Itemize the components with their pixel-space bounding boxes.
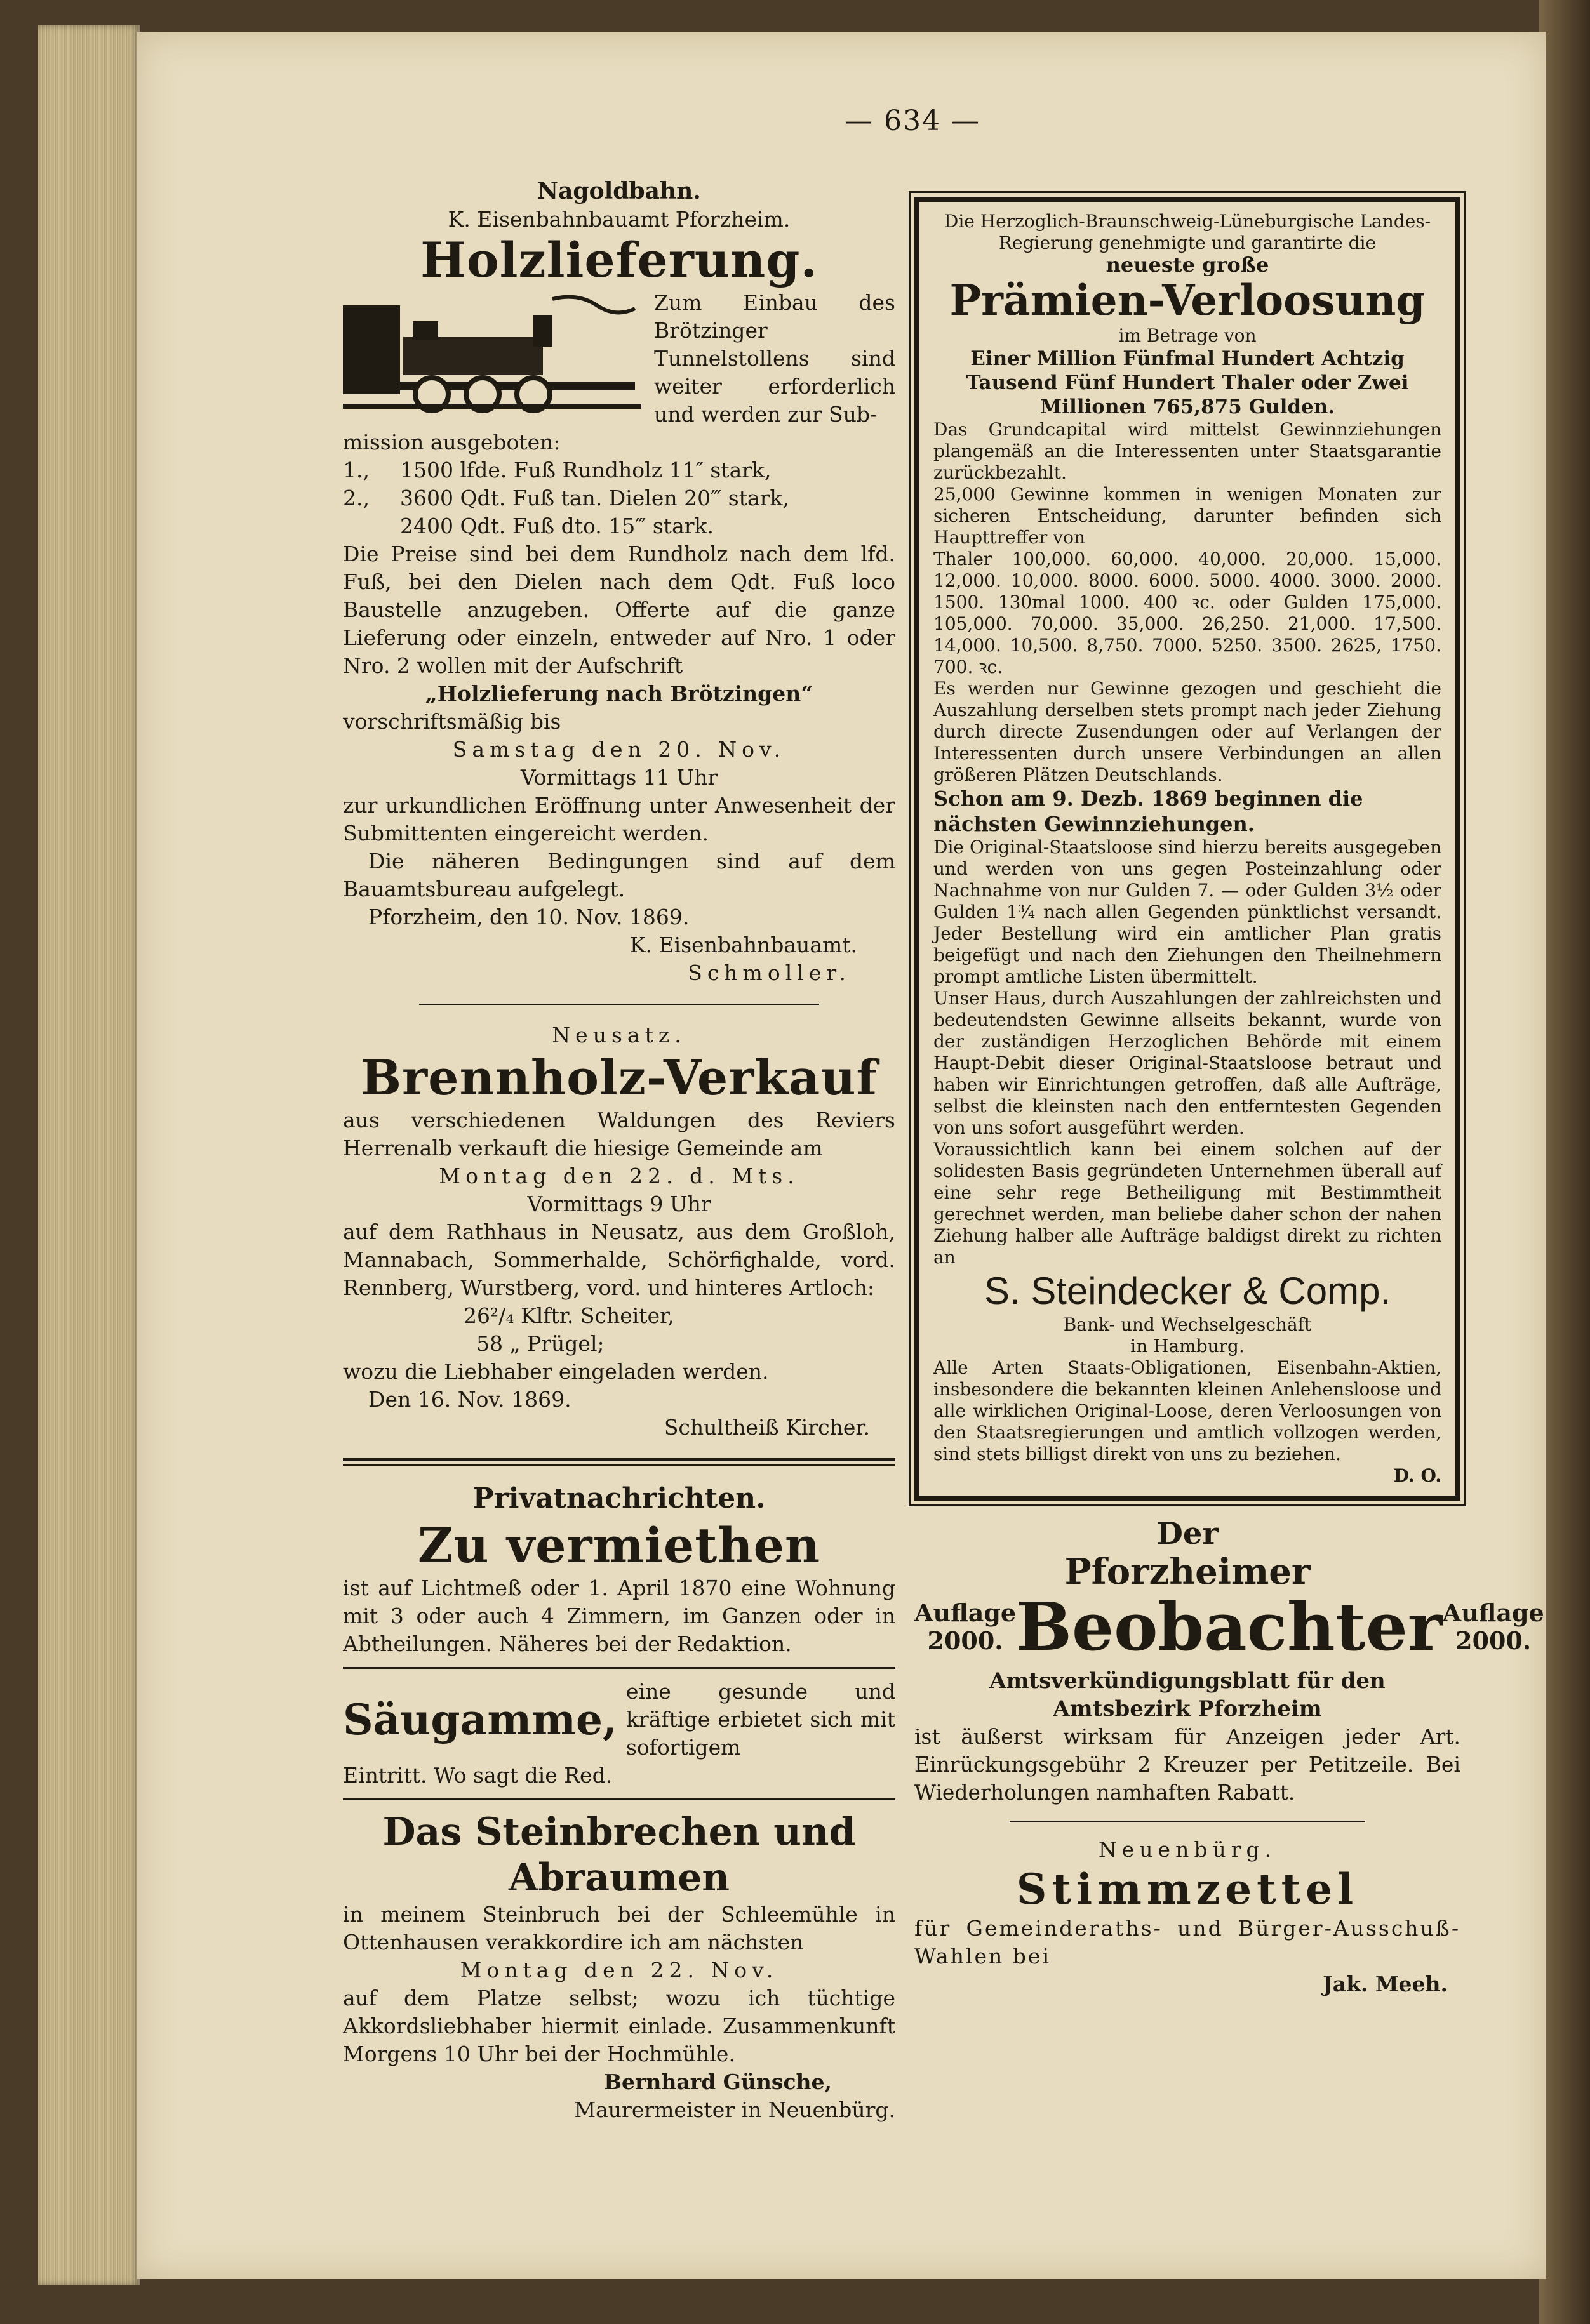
holz-item-3-num <box>343 512 400 540</box>
lottery-intro: Die Herzoglich-Braunschweig-Lüneburgische Landes-Regierung genehmigte und garantirte die <box>944 211 1431 253</box>
beobachter-ad <box>914 1516 1544 1807</box>
book-page-edges <box>38 25 140 2285</box>
beob-auflage-value-left: 2000. <box>927 1626 1003 1655</box>
brenn-body3: wozu die Liebhaber eingeladen werden. <box>343 1359 769 1384</box>
divider <box>1010 1821 1365 1822</box>
holz-time: Vormittags 11 Uhr <box>520 765 718 790</box>
brenn-line2: 58 „ Prügel; <box>476 1331 605 1356</box>
saeug-ad <box>343 1678 895 1762</box>
brenn-body: aus verschiedenen Waldungen des Reviers Herrenalb verkauft die hiesige Gemeinde am <box>343 1108 895 1160</box>
holz-body: Die Preise sind bei dem Rundholz nach dem lfd. Fuß, bei den Dielen nach dem Qdt. Fuß loco Baustelle anzugeben. Offerte auf die ganze Lieferung oder einzeln, entweder auf Nro. 1 oder Nro. 2 wollen mit der Aufschrift <box>343 541 895 678</box>
stein-title2: Abraumen <box>509 1856 730 1900</box>
lottery-start: Schon am 9. Dezb. 1869 beginnen die nächsten Gewinnziehungen. <box>933 787 1363 836</box>
holz-item-1 <box>343 456 895 484</box>
beob-auflage-label-right: Auflage <box>1442 1598 1544 1627</box>
brenn-dateline: Den 16. Nov. 1869. <box>368 1387 571 1412</box>
holz-date: Samstag den 20. Nov. <box>452 737 786 762</box>
holz-intro-cont: mission ausgeboten: <box>343 430 561 455</box>
holz-body3: Die näheren Bedingungen sind auf dem Bauamtsbureau aufgelegt. <box>343 849 895 901</box>
miet-body: ist auf Lichtmeß oder 1. April 1870 eine Wohnung mit 3 oder auch 4 Zimmern, im Ganzen oder in Abtheilungen. Näheres bei der Redaktion. <box>343 1576 895 1656</box>
beob-auflage-value-right: 2000. <box>1455 1626 1532 1655</box>
lottery-prizes: Thaler 100,000. 60,000. 40,000. 20,000. 15,000. 12,000. 10,000. 8000. 6000. 5000. 4000. 3000. 2000. 1500. 130mal 1000. 400 ꝛc. oder Gulden 175,000. 105,000. 70,000. 35,000. 26,250. 21,000. 17,500. 14,000. 10,500. 8,750. 7000. 5250. 3500. 2625, 1750. 700. ꝛc. <box>933 548 1441 677</box>
beob-der: Der <box>1156 1516 1219 1551</box>
divider <box>343 1667 895 1669</box>
brenn-sig: Schultheiß Kircher. <box>664 1415 870 1440</box>
locomotive-icon <box>343 293 641 420</box>
lottery-ad <box>914 197 1460 1501</box>
miet-title: Zu vermiethen <box>417 1517 821 1574</box>
saeug-body: eine gesunde und kräftige erbietet sich mit sofortigem <box>625 1679 895 1760</box>
lottery-amount-intro: im Betrage von <box>1118 325 1257 346</box>
stimm-place: Neuenbürg. <box>1098 1837 1277 1862</box>
lottery-firm-sub1: Bank- und Wechselgeschäft <box>1063 1314 1312 1335</box>
page-number: — 634 — <box>845 105 980 137</box>
holz-item-3-text: 2400 Qdt. Fuß dto. 15‴ stark. <box>400 514 714 538</box>
holz-item-3 <box>343 512 895 540</box>
holz-until: vorschriftsmäßig bis <box>343 709 561 734</box>
lottery-firm: S. Steindecker & Comp. <box>984 1270 1391 1312</box>
lottery-body4: Die Original-Staatsloose sind hierzu bereits ausgegeben und werden von uns gegen Posteinzahlung oder Nachnahme von nur Gulden 7. — oder Gulden 3½ oder Gulden 1¾ nach allen Gegenden pünktlichst versandt. Jeder Bestellung wird ein amtlicher Plan gratis beigefügt und nach den Ziehungen den Theilnehmern prompt amtliche Listen übermittelt. <box>933 837 1441 987</box>
holz-item-1-num: 1., <box>343 458 370 482</box>
lottery-body2: 25,000 Gewinne kommen in wenigen Monaten zur sicheren Entscheidung, darunter befinden sich Haupttreffer von <box>933 484 1441 548</box>
holz-item-2-text: 3600 Qdt. Fuß tan. Dielen 20‴ stark, <box>400 486 789 510</box>
brenn-date: Montag den 22. d. Mts. <box>439 1164 799 1188</box>
privat-heading: Privatnachrichten. <box>472 1482 766 1515</box>
divider <box>419 1004 819 1005</box>
lottery-sig: D. O. <box>1393 1465 1441 1486</box>
saeug-title: Säugamme, <box>343 1695 617 1744</box>
holz-intro: Zum Einbau des Brötzinger Tunnelstollens sind weiter erforderlich und werden zur Sub- <box>654 290 895 427</box>
lottery-body7: Alle Arten Staats-Obligationen, Eisenbahn-Aktien, insbesondere die bekannten kleinen Anlehensloose und alle wirklichen Original-Loose, deren Verloosungen von den Staatsregierungen und amtlich vollzogen werden, sind stets billigst direkt von uns zu beziehen. <box>933 1357 1441 1464</box>
stimm-sig: Jak. Meeh. <box>1323 1972 1448 1996</box>
lottery-body6: Voraussichtlich kann bei einem solchen auf der solidesten Basis gegründeten Unternehmen überall auf eine sehr rege Betheiligung mit Bestimmtheit gerechnet werden, man beliebe daher schon der nahen Ziehung halber alle Aufträge baldigst direkt zu richten an <box>933 1139 1441 1268</box>
beob-pforzheimer: Pforzheimer <box>1064 1551 1311 1593</box>
stimmzettel-ad <box>914 1836 1460 1998</box>
holz-dateline: Pforzheim, den 10. Nov. 1869. <box>368 905 690 929</box>
stein-body: in meinem Steinbruch bei der Schleemühle in Ottenhausen verakkordire ich am nächsten <box>343 1902 895 1955</box>
divider <box>343 1798 895 1800</box>
lottery-title: Prämien-Verloosung <box>949 276 1426 325</box>
beob-title: Beobachter <box>1016 1588 1443 1666</box>
brenn-time: Vormittags 9 Uhr <box>527 1192 711 1216</box>
privat-section <box>343 1482 895 2124</box>
holz-body2: zur urkundlichen Eröffnung unter Anwesenheit der Submittenten eingereicht werden. <box>343 793 895 846</box>
beob-auflage-right <box>1443 1599 1544 1655</box>
right-column <box>914 197 1544 1998</box>
book-right-edge <box>1539 0 1590 2324</box>
stein-title1: Das Steinbrechen und <box>382 1810 856 1854</box>
holz-authority: K. Eisenbahnbauamt Pforzheim. <box>448 207 791 232</box>
beob-title-row <box>914 1588 1544 1666</box>
lottery-firm-sub2: in Hamburg. <box>1130 1336 1245 1357</box>
stimm-body: für Gemeinderaths- und Bürger-Ausschuß-Wahlen bei <box>914 1916 1460 1969</box>
holz-item-1-text: 1500 lfde. Fuß Rundholz 11″ stark, <box>400 458 772 482</box>
lottery-intro2: neueste große <box>1106 253 1269 277</box>
lottery-amount: Einer Million Fünfmal Hundert Achtzig Tausend Fünf Hundert Thaler oder Zwei Millionen 765,875 Gulden. <box>966 347 1409 418</box>
holz-sig2: Schmoller. <box>688 960 851 985</box>
holz-item-2-num: 2., <box>343 486 370 510</box>
brenn-body2: auf dem Rathhaus in Neusatz, aus dem Großloh, Mannabach, Sommerhalde, Schörfighalde, vord. Rennberg, Wurstberg, vord. und hinteres Artloch: <box>343 1219 895 1300</box>
holz-inscription: „Holzlieferung nach Brötzingen“ <box>425 681 813 706</box>
holz-sig1: K. Eisenbahnbauamt. <box>629 933 857 957</box>
lottery-body3: Es werden nur Gewinne gezogen und geschieht die Auszahlung derselben stets prompt nach jeder Ziehung durch directe Zusendungen oder auf Verlangen der Interessenten durch unsere Verbindungen an allen größeren Plätzen Deutschlands. <box>933 678 1441 785</box>
brenn-place: Neusatz. <box>552 1023 686 1047</box>
beob-subtitle: Amtsverkündigungsblatt für den Amtsbezirk Pforzheim <box>989 1668 1386 1722</box>
holzlieferung-ad <box>343 178 895 987</box>
brennholz-ad <box>343 1021 895 1442</box>
stein-sig1: Bernhard Günsche, <box>604 2069 832 2094</box>
beob-auflage-left <box>914 1599 1016 1655</box>
stein-date: Montag den 22. Nov. <box>460 1958 778 1982</box>
saeug-body2: Eintritt. Wo sagt die Red. <box>343 1763 613 1788</box>
stein-sig2: Maurermeister in Neuenbürg. <box>574 2097 895 2122</box>
lottery-body1: Das Grundcapital wird mittelst Gewinnziehungen plangemäß an die Interessenten unter Staatsgarantie zurückbezahlt. <box>933 419 1441 483</box>
brenn-title: Brennholz-Verkauf <box>360 1049 878 1106</box>
holz-title: Holzlieferung. <box>420 232 818 288</box>
holz-place: Nagoldbahn. <box>537 178 701 204</box>
holz-item-2 <box>343 484 895 512</box>
stein-body2: auf dem Platze selbst; wozu ich tüchtige Akkordsliebhaber hiermit einlade. Zusammenkunft Morgens 10 Uhr bei der Hochmühle. <box>343 1986 895 2066</box>
lottery-body5: Unser Haus, durch Auszahlungen der zahlreichsten und bedeutendsten Gewinne allseits bekannt, wurde von der zuständigen Herzoglichen Behörde mit einem Haupt-Debit dieser Original-Staatsloose betraut und haben wir Einrichtungen getroffen, daß alle Aufträge, selbst die kleinsten nach den entferntesten Gegenden von uns sofort ausgeführt werden. <box>933 988 1441 1138</box>
beob-auflage-label-left: Auflage <box>914 1598 1017 1627</box>
left-column <box>343 178 895 2124</box>
stimm-title: Stimmzettel <box>1016 1864 1359 1914</box>
beob-body: ist äußerst wirksam für Anzeigen jeder Art. Einrückungsgebühr 2 Kreuzer per Petitzeile. Bei Wiederholungen namhaften Rabatt. <box>914 1724 1460 1805</box>
brenn-line1: 26²/₄ Klftr. Scheiter, <box>464 1303 674 1328</box>
double-rule <box>343 1458 895 1466</box>
